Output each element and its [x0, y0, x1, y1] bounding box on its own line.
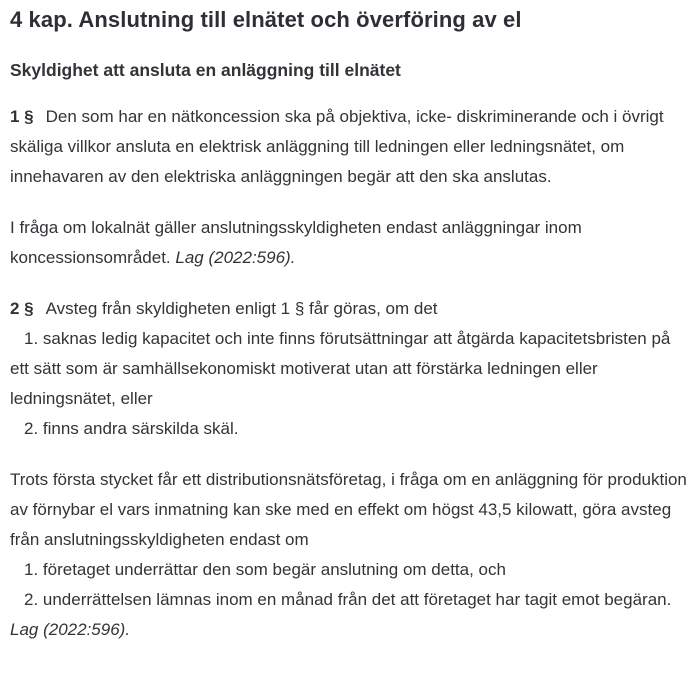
- statute-paragraph-2: [10, 213, 691, 273]
- paragraph-4-list-item-2: [10, 585, 691, 645]
- statute-paragraph-1: [10, 102, 691, 192]
- paragraph-4-law-reference: Lag (2022:596).: [10, 620, 131, 639]
- paragraph-4-list-item-2-text: 2. underrättelsen lämnas inom en månad från det att företaget har tagit emot begäran.: [24, 590, 672, 609]
- chapter-heading: 4 kap. Anslutning till elnätet och överföring av el: [10, 7, 522, 32]
- paragraph-4-list-item-1: 1. företaget underrättar den som begär anslutning om detta, och: [24, 560, 506, 579]
- paragraph-3-list-item-2: 2. finns andra särskilda skäl.: [24, 419, 239, 438]
- paragraph-3-list-item-1: 1. saknas ledig kapacitet och inte finns förutsättningar att åtgärda kapacitetsbristen på ett sätt som är samhällsekonomiskt motiverat utan att förstärka ledningen eller ledningsnätet, eller: [10, 329, 671, 408]
- paragraph-1-marker: 1 §: [10, 107, 34, 126]
- section-subheading: Skyldighet att ansluta en anläggning till elnätet: [10, 60, 401, 80]
- paragraph-2-law-reference: Lag (2022:596).: [175, 248, 296, 267]
- statute-paragraph-3: [10, 294, 691, 324]
- statute-paragraph-4: Trots första stycket får ett distributionsnätsföretag, i fråga om en anläggning för produktion av förnybar el vars inmatning kan ske med en effekt om högst 43,5 kilowatt, göra avsteg från anslutningsskyldigheten endast om: [10, 470, 687, 549]
- paragraph-3-marker: 2 §: [10, 299, 34, 318]
- paragraph-2-text: I fråga om lokalnät gäller anslutningsskyldigheten endast anläggningar inom koncessionsområdet.: [10, 218, 582, 267]
- paragraph-3-text: Avsteg från skyldigheten enligt 1 § får göras, om det: [45, 299, 438, 318]
- paragraph-1-text: Den som har en nätkoncession ska på objektiva, icke- diskriminerande och i övrigt skäliga villkor ansluta en elektrisk anläggning till ledningen eller ledningsnätet, om innehavaren av den elektriska anläggningen begär att den ska anslutas.: [10, 107, 664, 186]
